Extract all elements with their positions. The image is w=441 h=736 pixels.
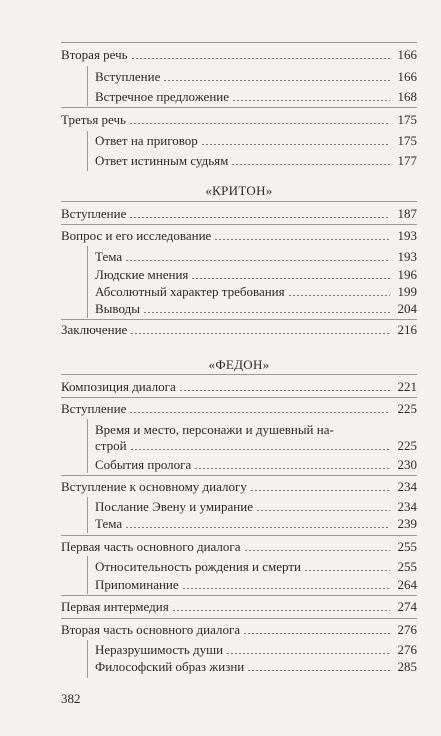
toc-entry [61,599,417,615]
toc-subentry [95,284,417,300]
toc-entry-label: Первая часть основного диалога [61,539,241,554]
toc-entry-label: Ответ истинным судьям [95,153,229,168]
subsection-bar [87,66,88,106]
toc-entry-page: 274 [397,599,417,614]
toc-subentry [95,642,417,658]
toc-entry [61,206,417,222]
leader-dots [247,670,390,671]
toc-entry-label: Абсолютный характер требования [95,284,285,299]
leader-dots [226,653,390,654]
work-heading: «ФЕДОН» [208,357,270,372]
toc-entry-page: 204 [397,301,417,316]
toc-entry-label: Встречное предложение [95,89,229,104]
toc-entry-page: 193 [397,249,417,264]
toc-entry-label: Время и место, персонажи и душевный на- [95,422,334,437]
toc-entry-page: 166 [397,47,417,62]
subsection-bar [87,246,88,318]
toc-subentry [95,89,417,105]
toc-entry-label: Вторая часть основного диалога [61,622,241,637]
toc-entry [61,228,417,244]
toc-subentry [95,133,417,149]
subsection-bar [87,131,88,171]
subsection-bar [87,640,88,678]
toc-subentry [95,267,417,283]
leader-dots [182,588,390,589]
leader-dots [194,468,390,469]
page-number: 382 [61,691,81,706]
toc-entry-page: 276 [397,642,417,657]
toc-entry-page: 264 [397,577,417,592]
toc-entry-label: Вступление [61,401,127,416]
leader-dots [130,449,390,450]
divider-rule [61,42,417,43]
work-heading: «КРИТОН» [205,183,273,198]
toc-entry-page: 168 [397,89,417,104]
toc-subentry [95,301,417,317]
leader-dots [143,312,390,313]
toc-subentry [95,559,417,575]
toc-entry [61,479,417,495]
toc-subentry [95,69,417,85]
toc-entry-page: 175 [397,112,417,127]
toc-entry-label: Выводы [95,301,140,316]
toc-entry-page: 187 [397,206,417,221]
divider-rule [61,107,417,108]
leader-dots [129,217,390,218]
toc-entry-label: Философский образ жизни [95,659,245,674]
toc-entry-label: Третья речь [61,112,126,127]
toc-subentry [95,249,417,265]
leader-dots [201,144,390,145]
toc-entry-label: Тема [95,516,123,531]
leader-dots [304,570,390,571]
subsection-bar [87,419,88,473]
toc-entry-page: 255 [397,559,417,574]
toc-entry-label: Первая интермедия [61,599,169,614]
leader-dots [125,527,390,528]
toc-entry-page: 234 [397,479,417,494]
leader-dots [129,123,390,124]
toc-entry-page: 234 [397,499,417,514]
leader-dots [163,80,390,81]
toc-subentry [95,457,417,473]
toc-subentry [95,516,417,532]
toc-entry [61,47,417,63]
leader-dots [243,633,390,634]
toc-entry-page: 196 [397,267,417,282]
toc-entry-page: 230 [397,457,417,472]
divider-rule [61,618,417,619]
toc-subentry [95,577,417,593]
toc-entry-label: Вступление к основному диалогу [61,479,247,494]
toc-entry-page: 225 [397,438,417,453]
leader-dots [256,510,390,511]
leader-dots [131,58,390,59]
toc-entry-page: 225 [397,401,417,416]
divider-rule [61,224,417,225]
toc-subentry [95,499,417,515]
toc-entry-page: 255 [397,539,417,554]
toc-entry-label: Вопрос и его исследование [61,228,212,243]
leader-dots [172,610,390,611]
toc-entry-page: 177 [397,153,417,168]
toc-entry-label: Припоминание [95,577,179,592]
toc-entry-label: Ответ на приговор [95,133,198,148]
toc-entry-label: Вступление [95,69,161,84]
toc-entry-label: строй [95,438,127,453]
toc-entry-label: Вступление [61,206,127,221]
toc-entry-page: 276 [397,622,417,637]
toc-entry [61,379,417,395]
toc-entry-page: 216 [397,322,417,337]
toc-entry-page: 193 [397,228,417,243]
leader-dots [129,412,390,413]
divider-rule [61,319,417,320]
toc-entry-page: 166 [397,69,417,84]
toc-subentry-multiline [95,422,417,454]
toc-entry-page: 175 [397,133,417,148]
divider-rule [61,475,417,476]
leader-dots [232,100,390,101]
toc-entry-label: Вторая речь [61,47,128,62]
toc-subentry [95,153,417,169]
toc-entry-label: Послание Эвену и умирание [95,499,253,514]
divider-rule [61,397,417,398]
toc-entry-page: 199 [397,284,417,299]
leader-dots [244,550,390,551]
toc-entry [61,322,417,338]
toc-entry-label: Неразрушимость души [95,642,224,657]
leader-dots [179,390,390,391]
toc-entry-label: Людские мнения [95,267,189,282]
toc-entry [61,401,417,417]
toc-entry-label: Заключение [61,322,128,337]
toc-entry [61,112,417,128]
toc-entry-page: 239 [397,516,417,531]
toc-entry-label: События пролога [95,457,192,472]
toc-entry [61,622,417,638]
subsection-bar [87,497,88,533]
leader-dots [231,164,390,165]
toc-entry-label: Относительность рождения и смерти [95,559,301,574]
divider-rule [61,595,417,596]
leader-dots [250,490,390,491]
toc-entry-page: 221 [397,379,417,394]
leader-dots [125,260,390,261]
toc-entry-page: 285 [397,659,417,674]
subsection-bar [87,556,88,594]
toc-entry-label: Тема [95,249,123,264]
divider-rule [61,374,417,375]
leader-dots [130,333,390,334]
leader-dots [288,295,390,296]
toc-entry [61,539,417,555]
toc-entry-label: Композиция диалога [61,379,176,394]
leader-dots [214,239,390,240]
toc-subentry [95,659,417,675]
divider-rule [61,201,417,202]
leader-dots [191,278,390,279]
divider-rule [61,535,417,536]
